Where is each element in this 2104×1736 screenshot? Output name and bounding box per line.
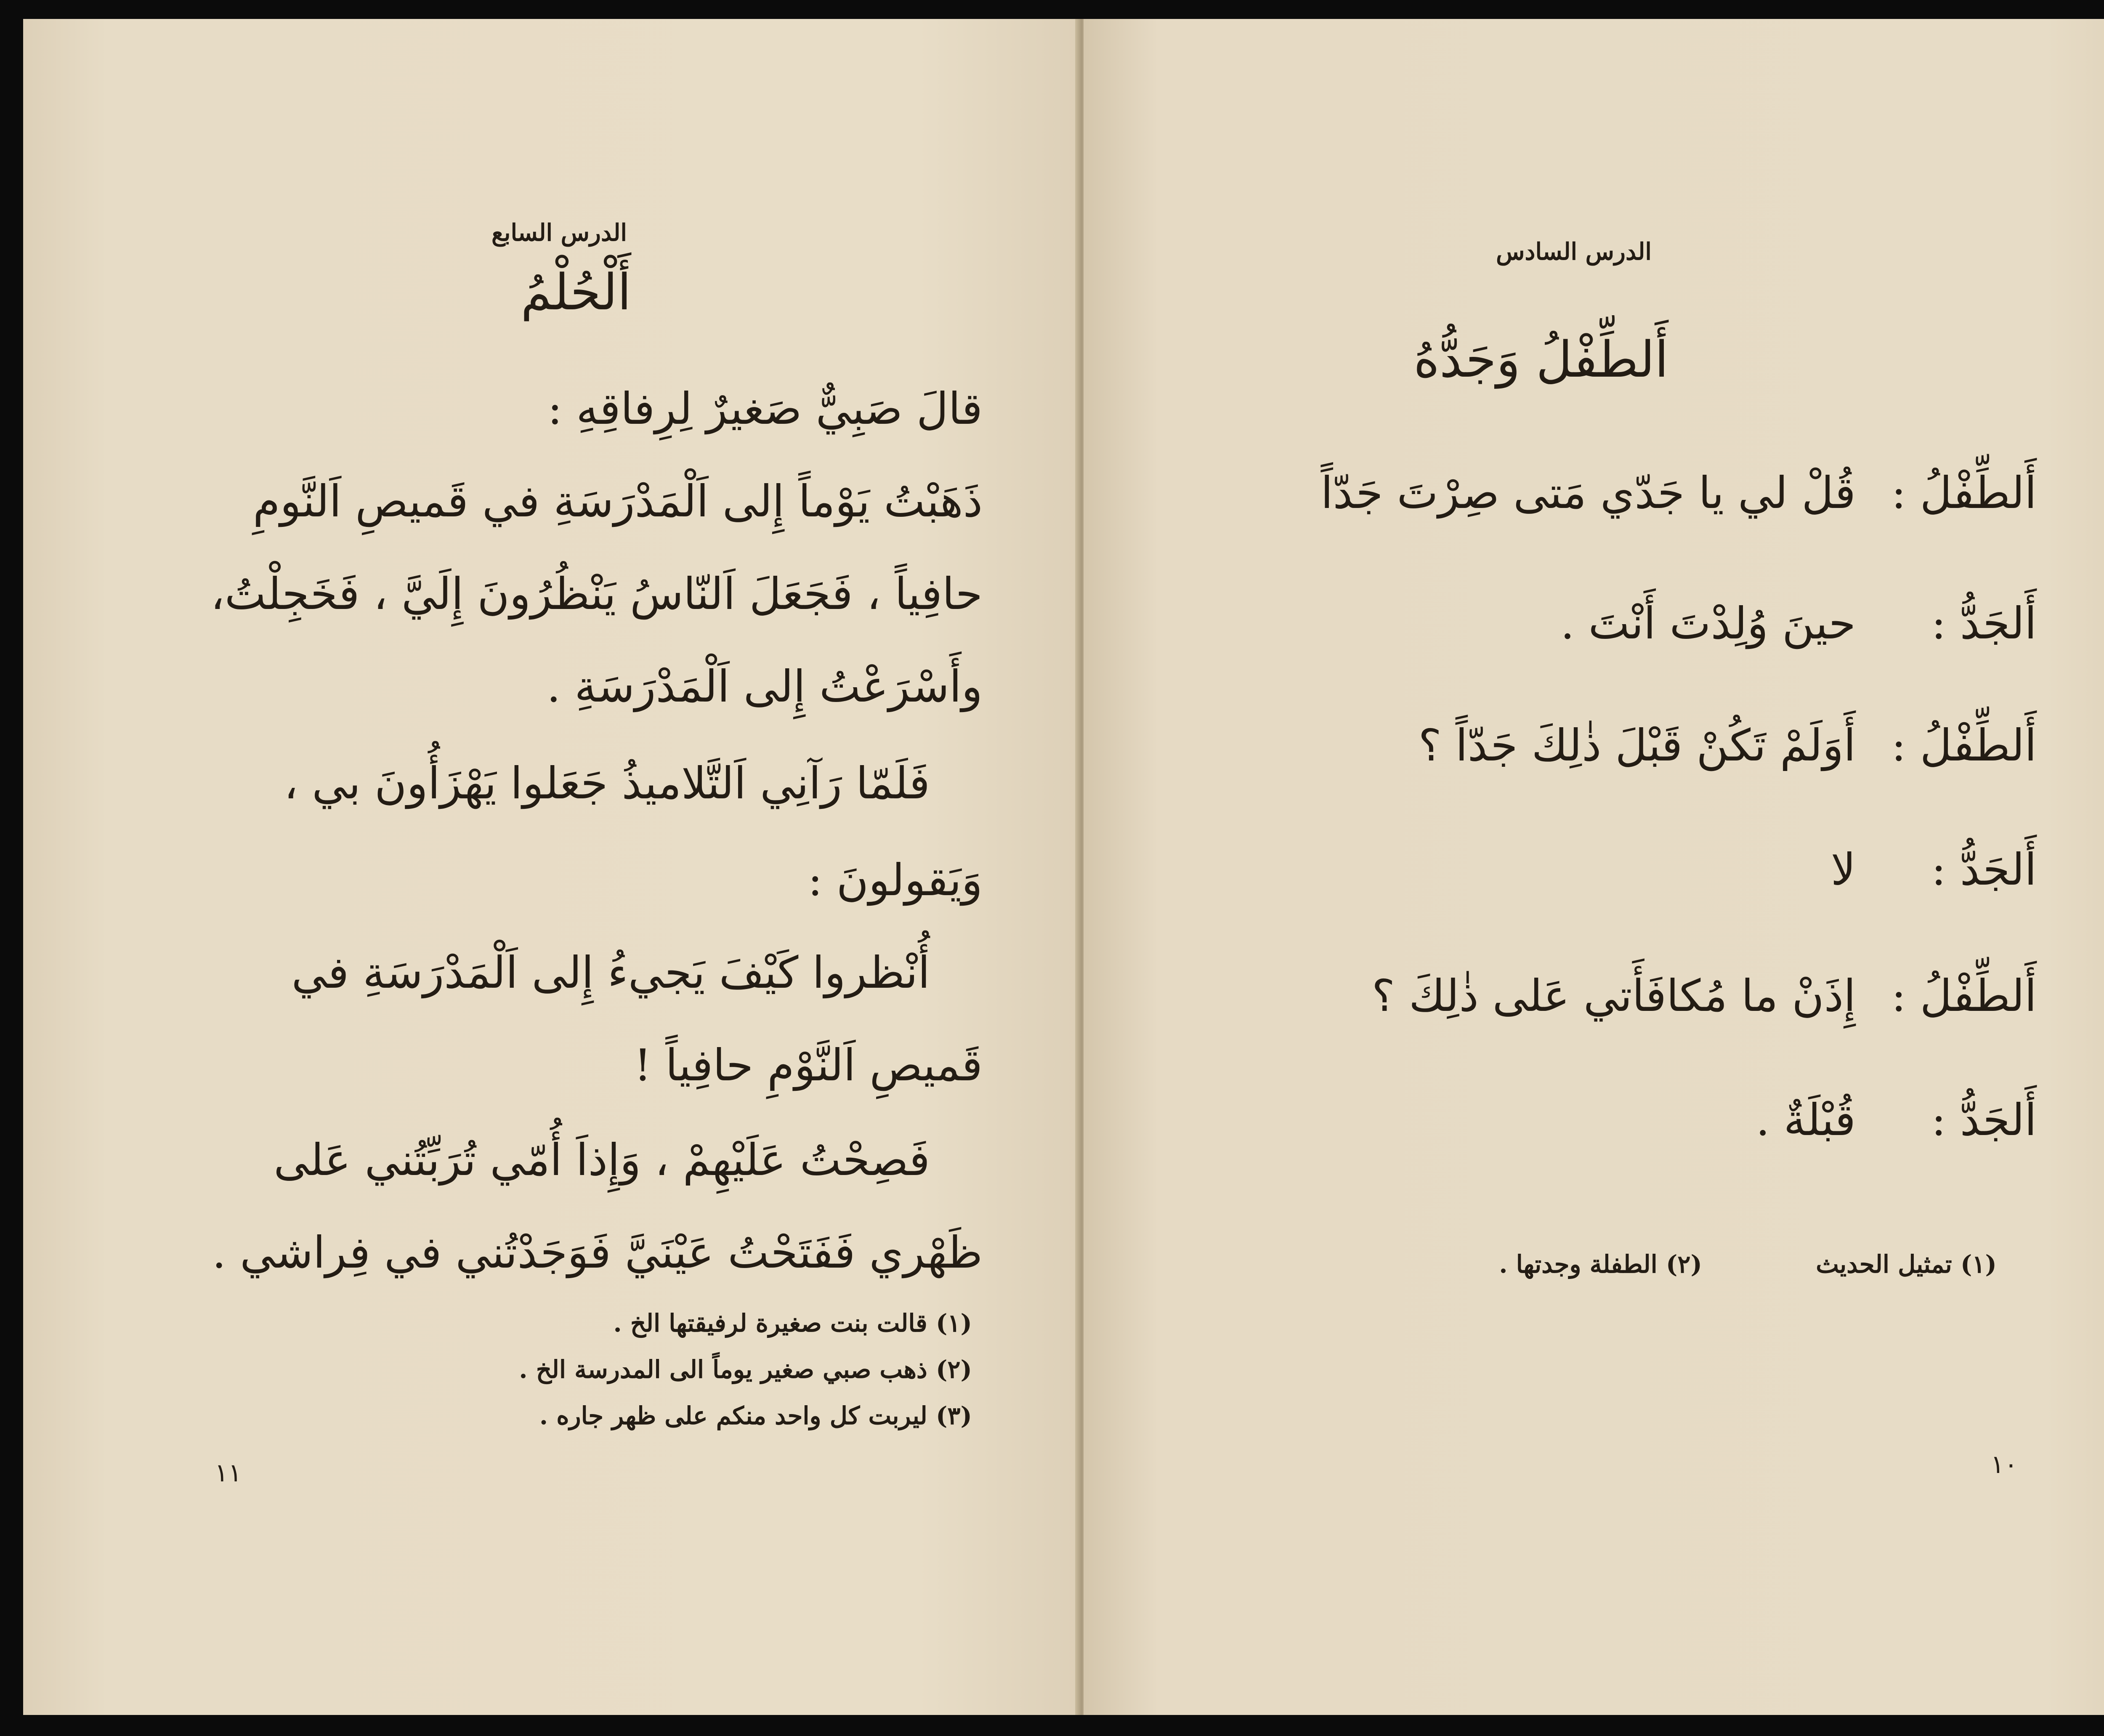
dialogue-text: أَوَلَمْ تَكُنْ قَبْلَ ذٰلِكَ جَدّاً ؟	[1418, 720, 1856, 771]
speaker-label: أَلجَدُّ :	[1931, 1094, 2037, 1146]
speaker-label: أَلجَدُّ :	[1931, 844, 2037, 895]
dialogue-text: لا	[1830, 844, 1856, 895]
speaker-label: أَلطِّفْلُ :	[1891, 970, 2037, 1021]
footnote: (٢) ذهب صبي صغير يوماً الى المدرسة الخ .	[519, 1355, 972, 1384]
right-page	[1084, 19, 2104, 1715]
speaker-label: أَلطِّفْلُ :	[1891, 720, 2037, 771]
lesson-title: أَلْحُلْمُ	[521, 263, 631, 321]
text-line: وَيَقولونَ :	[808, 854, 983, 906]
text-line: قالَ صَبِيٌّ صَغيرٌ لِرِفاقِهِ :	[547, 383, 983, 434]
text-line: فَصِحْتُ عَلَيْهِمْ ، وَإِذاَ أُمّي تُرَبِّتُني عَلى	[274, 1134, 930, 1186]
dialogue-line	[1561, 598, 2037, 649]
dialogue-text: قُبْلَةٌ .	[1756, 1094, 1856, 1146]
dialogue-text: قُلْ لي يا جَدّي مَتى صِرْتَ جَدّاً	[1320, 467, 1856, 518]
dialogue-text: حينَ وُلِدْتَ أَنْتَ .	[1560, 598, 1856, 649]
footnote: (٣) ليربت كل واحد منكم على ظهر جاره .	[539, 1401, 972, 1430]
lesson-label: الدرس السادس	[1496, 238, 1652, 266]
footnote: (١) تمثيل الحديث	[1816, 1250, 1997, 1279]
footnote: (٢) الطفلة وجدتها .	[1499, 1250, 1702, 1279]
speaker-label: أَلجَدُّ :	[1931, 598, 2037, 649]
text-line: فَلَمّا رَآنِي اَلتَّلاميذُ جَعَلوا يَهْزَأُونَ بي ،	[284, 758, 930, 809]
text-line: حافِياً ، فَجَعَلَ اَلنّاسُ يَنْظُرُونَ إِلَيَّ ، فَخَجِلْتُ،	[210, 568, 983, 619]
text-line: ذَهَبْتُ يَوْماً إِلى اَلْمَدْرَسَةِ في قَميصِ اَلنَّومِ	[253, 476, 983, 527]
text-line: ظَهْري فَفَتَحْتُ عَيْنَيَّ فَوَجَدْتُني في فِراشي .	[212, 1227, 983, 1278]
dialogue-line	[1372, 970, 2037, 1021]
text-line: قَميصِ اَلنَّوْمِ حافِياً !	[634, 1039, 983, 1091]
dialogue-line	[1419, 720, 2037, 771]
page-number: ١٠	[1990, 1450, 2018, 1479]
dialogue-line	[1831, 844, 2037, 895]
text-line: وأَسْرَعْتُ إِلى اَلْمَدْرَسَةِ .	[547, 661, 983, 712]
page-number: ١١	[215, 1458, 242, 1488]
footnote: (١) قالت بنت صغيرة لرفيقتها الخ .	[613, 1309, 972, 1337]
lesson-title: أَلطِّفْلُ وَجَدُّهُ	[1413, 330, 1668, 388]
text-line: أُنْظروا كَيْفَ يَجيءُ إِلى اَلْمَدْرَسَةِ في	[291, 947, 930, 998]
dialogue-text: إِذَنْ ما مُكافَأَتي عَلى ذٰلِكَ ؟	[1371, 970, 1856, 1021]
left-page	[23, 19, 1077, 1715]
dialogue-line	[1756, 1094, 2037, 1146]
speaker-label: أَلطِّفْلُ :	[1891, 467, 2037, 518]
dialogue-line	[1321, 467, 2037, 518]
lesson-label: الدرس السابع	[491, 219, 627, 247]
